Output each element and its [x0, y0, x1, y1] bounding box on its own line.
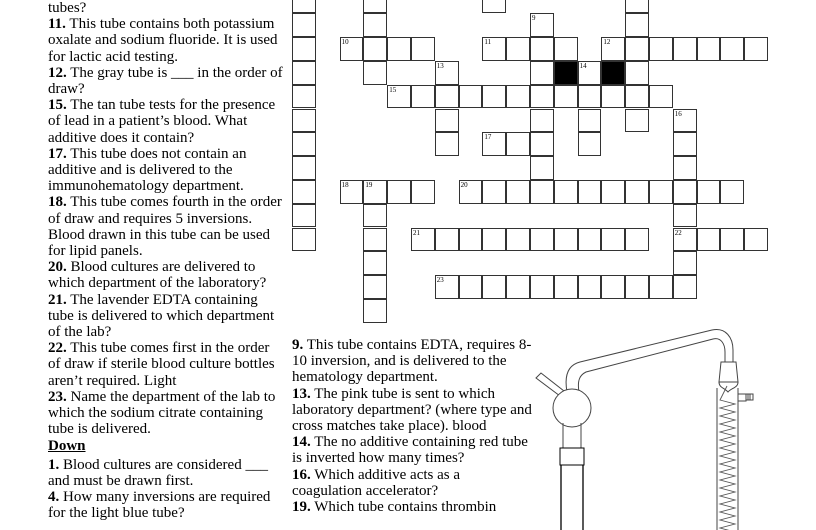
crossword-cell[interactable] — [435, 61, 459, 85]
clue-number: 18. — [48, 194, 67, 211]
crossword-cell[interactable] — [649, 37, 673, 61]
crossword-cell[interactable] — [459, 228, 483, 252]
down-clue — [292, 499, 532, 515]
crossword-cell[interactable] — [506, 85, 530, 109]
clue-text: The lavender EDTA containing tube is delivered to which department of the lab? — [48, 291, 275, 341]
crossword-cell[interactable] — [340, 180, 364, 204]
crossword-cell[interactable] — [744, 228, 768, 252]
clue-number: 11. — [48, 16, 66, 33]
cell-number: 22 — [674, 228, 682, 237]
crossword-cell[interactable] — [387, 37, 411, 61]
crossword-cell[interactable] — [530, 13, 554, 37]
crossword-cell[interactable] — [435, 228, 459, 252]
crossword-cell[interactable] — [530, 37, 554, 61]
clue-number: 22. — [48, 340, 67, 357]
crossword-cell[interactable] — [530, 156, 554, 180]
crossword-cell[interactable] — [530, 109, 554, 133]
crossword-cell[interactable] — [720, 228, 744, 252]
cell-number: 16 — [674, 109, 682, 118]
distillation-apparatus-illustration — [530, 320, 816, 530]
down-clue — [292, 467, 532, 499]
cell-number: 9 — [532, 14, 536, 23]
crossword-cell[interactable] — [363, 13, 387, 37]
cell-number: 19 — [365, 180, 373, 189]
black-cell — [554, 61, 578, 85]
crossword-cell[interactable] — [554, 275, 578, 299]
clue-number: 4. — [48, 489, 60, 506]
crossword-cell[interactable] — [578, 228, 602, 252]
crossword-cell[interactable] — [554, 228, 578, 252]
crossword-cell[interactable] — [697, 37, 721, 61]
crossword-cell[interactable] — [530, 61, 554, 85]
crossword-cell[interactable] — [601, 85, 625, 109]
crossword-cell[interactable] — [435, 132, 459, 156]
clue-text: Which additive acts as a coagulation accelerator? — [292, 466, 461, 499]
down-clue — [48, 489, 284, 521]
clue-text: This tube comes fourth in the order of draw and requires 5 inversions. Blood drawn in this tube can be used for lipid panels. — [48, 194, 282, 260]
across-clue — [48, 292, 284, 341]
crossword-cell[interactable] — [530, 132, 554, 156]
cell-number: 23 — [436, 276, 444, 285]
crossword-cell[interactable] — [673, 109, 697, 133]
clue-number: 21. — [48, 291, 67, 308]
black-cell — [601, 61, 625, 85]
crossword-cell[interactable] — [411, 37, 435, 61]
crossword-cell[interactable] — [625, 37, 649, 61]
crossword-cell[interactable] — [363, 251, 387, 275]
cell-number: 13 — [436, 61, 444, 70]
across-clue — [48, 340, 284, 389]
crossword-cell[interactable] — [482, 0, 506, 13]
crossword-cell[interactable] — [578, 85, 602, 109]
crossword-cell[interactable] — [673, 180, 697, 204]
across-clue — [48, 65, 284, 97]
down-heading: Down — [48, 438, 86, 455]
crossword-cell[interactable] — [673, 275, 697, 299]
crossword-cell[interactable] — [506, 37, 530, 61]
across-clues-column — [48, 0, 284, 522]
crossword-cell[interactable] — [363, 275, 387, 299]
clue-text: This tube does not contain an additive and is delivered to the immunohematology department. — [48, 145, 247, 195]
crossword-cell[interactable] — [292, 204, 316, 228]
crossword-cell[interactable] — [506, 228, 530, 252]
clue-text: How many inversions are required for the light blue tube? — [48, 489, 271, 522]
clue-number: 9. — [292, 337, 304, 353]
crossword-cell[interactable] — [673, 204, 697, 228]
crossword-cell[interactable] — [363, 180, 387, 204]
across-clue — [48, 146, 284, 195]
crossword-cell[interactable] — [625, 61, 649, 85]
crossword-cell[interactable] — [340, 37, 364, 61]
crossword-cell[interactable] — [673, 132, 697, 156]
crossword-cell[interactable] — [554, 180, 578, 204]
down-clues-column — [292, 337, 532, 515]
clue-number: 12. — [48, 64, 67, 81]
crossword-cell[interactable] — [744, 37, 768, 61]
clue-text: This tube contains EDTA, requires 8-10 inversion, and is delivered to the hematology department. — [292, 337, 532, 386]
crossword-cell[interactable] — [578, 109, 602, 133]
crossword-cell[interactable] — [625, 180, 649, 204]
crossword-cell[interactable] — [292, 228, 316, 252]
crossword-cell[interactable] — [363, 299, 387, 323]
crossword-cell[interactable] — [363, 0, 387, 13]
clue-text: The tan tube tests for the presence of lead in a patient’s blood. What additive does it contain? — [48, 97, 276, 146]
crossword-cell[interactable] — [649, 275, 673, 299]
crossword-cell[interactable] — [435, 109, 459, 133]
across-clue — [48, 16, 284, 65]
crossword-cell[interactable] — [363, 228, 387, 252]
cell-number: 15 — [389, 85, 397, 94]
crossword-cell[interactable] — [506, 132, 530, 156]
crossword-cell[interactable] — [697, 180, 721, 204]
clue-number: 19. — [292, 499, 311, 516]
crossword-cell[interactable] — [530, 85, 554, 109]
cell-number: 11 — [484, 38, 492, 47]
across-clue — [48, 97, 284, 146]
crossword-cell[interactable] — [482, 132, 506, 156]
crossword-cell[interactable] — [649, 180, 673, 204]
clue-text: tubes? — [48, 0, 87, 16]
crossword-cell[interactable] — [459, 275, 483, 299]
clue-number: 13. — [292, 385, 311, 402]
crossword-cell[interactable] — [482, 180, 506, 204]
down-clue — [48, 457, 284, 489]
crossword-cell[interactable] — [578, 61, 602, 85]
crossword-cell[interactable] — [554, 37, 578, 61]
crossword-cell[interactable] — [292, 13, 316, 37]
crossword-cell[interactable] — [578, 180, 602, 204]
crossword-cell[interactable] — [435, 85, 459, 109]
clue-number: 16. — [292, 466, 311, 483]
crossword-cell[interactable] — [482, 228, 506, 252]
crossword-cell[interactable] — [482, 37, 506, 61]
crossword-cell[interactable] — [530, 228, 554, 252]
crossword-cell[interactable] — [482, 275, 506, 299]
crossword-cell[interactable] — [649, 85, 673, 109]
crossword-cell[interactable] — [292, 109, 316, 133]
clue-text: Blood cultures are delivered to which department of the laboratory? — [48, 259, 267, 292]
across-clue — [48, 194, 284, 259]
crossword-cell[interactable] — [601, 180, 625, 204]
clue-text: The no additive containing red tube is inverted how many times? — [292, 434, 528, 467]
crossword-cell[interactable] — [625, 228, 649, 252]
crossword-cell[interactable] — [530, 275, 554, 299]
clue-number: 1. — [48, 456, 60, 473]
crossword-cell[interactable] — [578, 275, 602, 299]
crossword-cell[interactable] — [673, 37, 697, 61]
cell-number: 18 — [341, 180, 349, 189]
crossword-cell[interactable] — [411, 85, 435, 109]
cell-number: 12 — [603, 38, 611, 47]
crossword-cell[interactable] — [363, 61, 387, 85]
crossword-cell[interactable] — [459, 180, 483, 204]
clue-text: Which tube contains thrombin — [314, 499, 497, 516]
crossword-cell[interactable] — [459, 85, 483, 109]
clue-text: Name the department of the lab to which the sodium citrate containing tube is delivered. — [48, 388, 276, 438]
crossword-cell[interactable] — [625, 13, 649, 37]
crossword-cell[interactable] — [387, 180, 411, 204]
clue-number: 17. — [48, 145, 67, 162]
cell-number: 21 — [413, 228, 420, 237]
crossword-cell[interactable] — [292, 132, 316, 156]
crossword-cell[interactable] — [530, 180, 554, 204]
clue-text: This tube contains both potassium oxalate and sodium fluoride. It is used for lactic acid testing. — [48, 16, 278, 65]
cell-number: 10 — [341, 38, 349, 47]
crossword-cell[interactable] — [720, 180, 744, 204]
down-clue — [292, 337, 532, 386]
crossword-cell[interactable] — [554, 85, 578, 109]
clue-text: The gray tube is ___ in the order of draw? — [48, 64, 283, 98]
clue-number: 15. — [48, 97, 67, 114]
across-clue — [48, 389, 284, 438]
across-clue — [48, 259, 284, 291]
clue-text: Blood cultures are considered ___ and must be drawn first. — [48, 456, 268, 489]
crossword-cell[interactable] — [673, 156, 697, 180]
down-clue — [292, 434, 532, 466]
clue-number: 14. — [292, 434, 311, 451]
clue-text: The pink tube is sent to which laboratory department? (where type and cross matches take place). blood — [292, 385, 532, 435]
crossword-cell[interactable] — [411, 180, 435, 204]
crossword-cell[interactable] — [292, 0, 316, 13]
crossword-cell[interactable] — [292, 37, 316, 61]
clue-number: 23. — [48, 388, 67, 405]
crossword-cell[interactable] — [601, 37, 625, 61]
clue-text: This tube comes first in the order of draw if sterile blood culture bottles aren’t required. Light — [48, 340, 275, 389]
clue-number: 20. — [48, 259, 67, 276]
crossword-cell[interactable] — [292, 180, 316, 204]
crossword-cell[interactable] — [601, 228, 625, 252]
crossword-cell[interactable] — [601, 275, 625, 299]
crossword-cell[interactable] — [625, 85, 649, 109]
crossword-cell[interactable] — [720, 37, 744, 61]
crossword-cell[interactable] — [411, 228, 435, 252]
crossword-cell[interactable] — [292, 61, 316, 85]
cell-number: 20 — [460, 180, 468, 189]
crossword-cell[interactable] — [697, 228, 721, 252]
cell-number: 14 — [579, 61, 587, 70]
crossword-cell[interactable] — [482, 85, 506, 109]
crossword-cell[interactable] — [625, 0, 649, 13]
cell-number: 17 — [484, 133, 492, 142]
crossword-cell[interactable] — [506, 180, 530, 204]
crossword-cell[interactable] — [625, 275, 649, 299]
crossword-cell[interactable] — [578, 132, 602, 156]
crossword-cell[interactable] — [387, 85, 411, 109]
crossword-cell[interactable] — [363, 37, 387, 61]
across-clue — [48, 0, 284, 16]
crossword-cell[interactable] — [292, 156, 316, 180]
crossword-cell[interactable] — [673, 251, 697, 275]
crossword-cell[interactable] — [506, 275, 530, 299]
crossword-cell[interactable] — [625, 109, 649, 133]
crossword-cell[interactable] — [292, 85, 316, 109]
crossword-cell[interactable] — [435, 275, 459, 299]
down-clue — [292, 386, 532, 435]
crossword-cell[interactable] — [363, 204, 387, 228]
crossword-cell[interactable] — [673, 228, 697, 252]
